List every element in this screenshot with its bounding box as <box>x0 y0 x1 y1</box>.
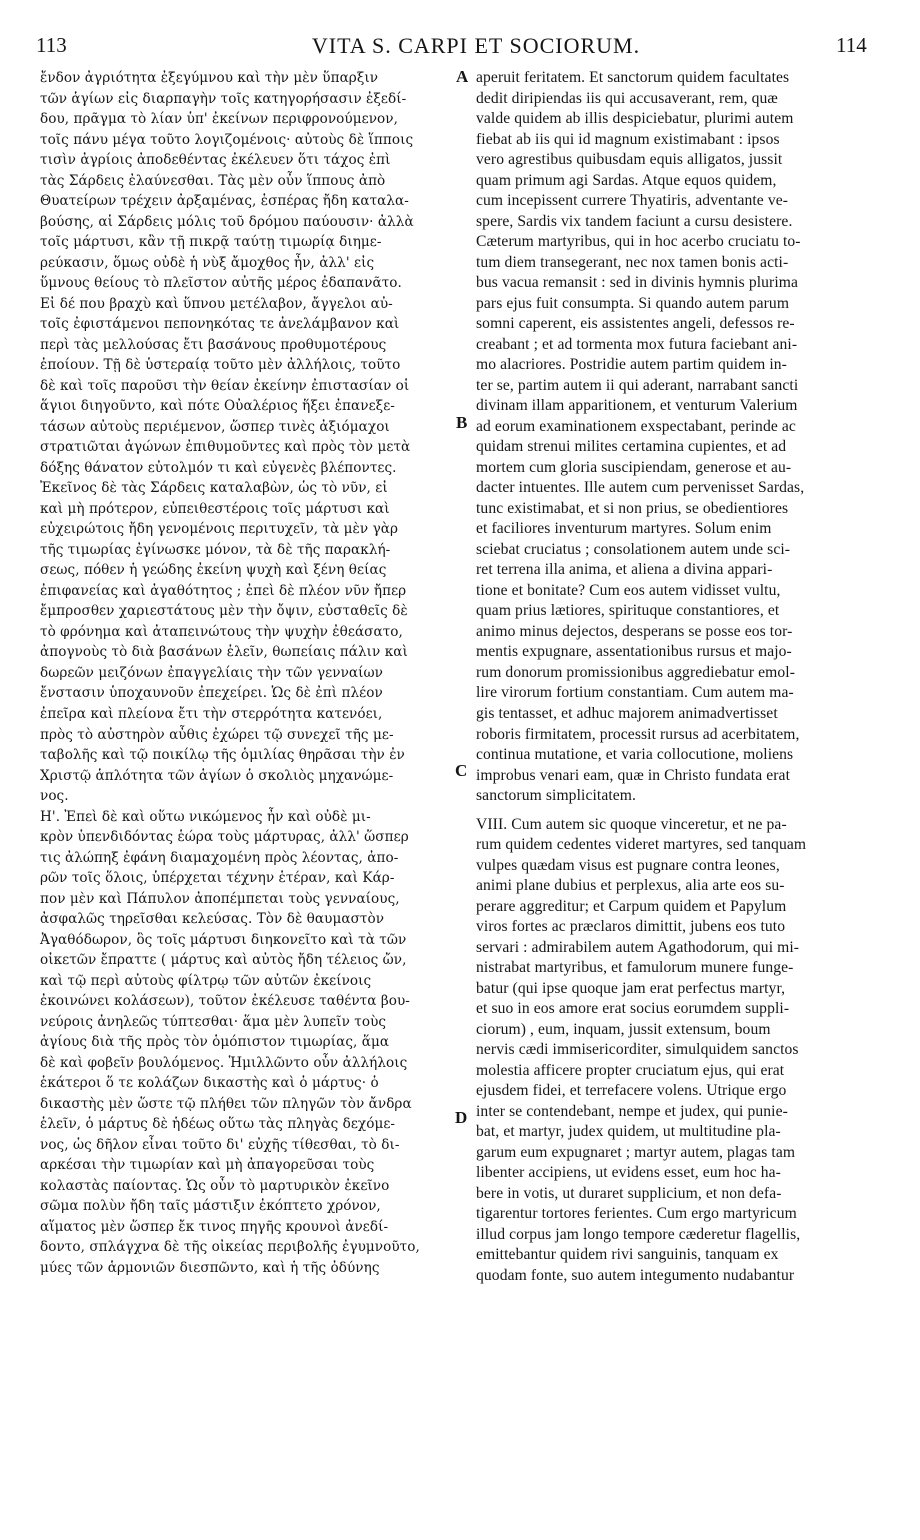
text-line: τάσων αὐτοὺς περιέμενον, ὥσπερ τινὲς ἀξιόμαχοι <box>40 418 390 435</box>
text-line: κολαστὰς παίοντας. Ὡς οὖν τὸ μαρτυρικὸν ἐκεῖνο <box>40 1177 390 1194</box>
text-line: lire virorum fortium constantiam. Cum autem ma- <box>476 684 794 702</box>
text-line: καὶ μὴ πρότερον, εὐπειθεστέροις τοῖς μάρτυσι καὶ <box>40 500 390 517</box>
text-line: Η'. Ἐπεὶ δὲ καὶ οὕτω νικώμενος ἦν καὶ οὐδὲ μι- <box>40 808 371 825</box>
section-marker-a: A <box>456 67 469 86</box>
text-line: dacter intuentes. Ille autem cum pervenisset Sardas, <box>476 479 805 497</box>
text-line: ἀπογνοὺς τὸ διὰ βασάνων ἑλεῖν, θωπείαις πάλιν καὶ <box>40 644 408 661</box>
text-line: tum diem transegerant, nec nox tamen bonis acti- <box>476 253 789 271</box>
text-line: et faciliores inventurum martyres. Solum enim <box>476 520 772 538</box>
text-line: τισὶν ἀγρίοις ἀποδεθέντας ἐκέλευεν ὅτι τάχος ἐπὶ <box>40 152 391 169</box>
text-line: κρὸν ὑπενδιδόντας ἑώρα τοὺς μάρτυρας, ἀλλ' ὥσπερ <box>40 829 409 846</box>
text-line: dedit diripiendas iis qui accusaverant, rem, quæ <box>476 89 778 107</box>
text-line: inter se contendebant, nempe et judex, qui punie- <box>476 1102 788 1120</box>
greek-text-column <box>40 68 420 1278</box>
text-line: ter se, partim autem ii qui aderant, narrabant sancti <box>476 376 799 394</box>
text-line: τῆς τιμωρίας ἐγίνωσκε μόνον, τὰ δὲ τῆς παρακλή- <box>40 541 391 558</box>
text-line: aperuit feritatem. Et sanctorum quidem facultates <box>476 69 790 86</box>
text-line: mortem cum gloria suscipiendam, generose et au- <box>476 458 792 476</box>
text-line: quodam fonte, suo autem integumento nudabantur <box>476 1266 795 1284</box>
text-line: ἐπεῖρα καὶ πλείονα ἔτι τὴν στερρότητα κατενόει, <box>40 705 383 722</box>
text-line: τοῖς μάρτυσι, κἂν τῇ πικρᾷ ταύτῃ τιμωρίᾳ διημε- <box>40 234 382 251</box>
text-line: τις ἀλώπηξ ἐφάνη διαμαχομένη πρὸς λέοντας, ἀπο- <box>40 849 399 866</box>
text-line: somni caperent, eis assistentes angeli, defessos re- <box>476 315 795 333</box>
text-line: illud corpus jam longo tempore cæderetur flagellis, <box>476 1225 801 1243</box>
text-line: nistrabat martyribus, et famulorum munere funge- <box>476 959 794 977</box>
text-line: Ἀγαθόδωρον, ὃς τοῖς μάρτυσι διηκονεῖτο καὶ τὰ τῶν <box>40 931 407 948</box>
text-line: ἐποίουν. Τῇ δὲ ὑστεραίᾳ τοῦτο μὲν ἀλλήλοις, τοῦτο <box>40 357 401 374</box>
text-line: Θυατείρων τρέχειν ἀρξαμένας, ἑσπέρας ἤδη καταλα- <box>40 193 409 210</box>
text-line: et suo in eos amore erat socius eorumdem suppli- <box>476 1000 790 1018</box>
section-marker-d: D <box>455 1108 468 1127</box>
text-line: quam prius lætiores, spirituque constantiores, et <box>476 602 780 620</box>
text-line: νος, ὡς δῆλον εἶναι τοῦτο δι' εὐχῆς τίθεσθαι, τὸ δι- <box>40 1136 400 1153</box>
text-line: sanctorum simplicitatem. <box>476 787 637 805</box>
text-line: sciebat cruciatus ; consolationem autem unde sci- <box>476 540 791 558</box>
text-line: valde quidem ab illis despiciebatur, plurimi autem <box>476 110 794 128</box>
text-line: αἵματος μὲν ὥσπερ ἔκ τινος πηγῆς κρουνοὶ ἀνεδί- <box>40 1218 389 1235</box>
text-line: αρκέσαι τὴν τιμωρίαν καὶ μὴ ἀπαγορεῦσαι τοὺς <box>40 1157 375 1174</box>
text-line: δὲ καὶ τοῖς παροῦσι τὴν θείαν ἐκείνην ἐπιστασίαν οἱ <box>40 377 410 394</box>
text-line: ὕμνους θείους τὸ πλεῖστον αὐτῆς μέρος ἐδαπανᾶτο. <box>40 275 402 292</box>
text-line: pars ejus fuit consumpta. Si quando autem parum <box>476 294 790 312</box>
text-line: σῶμα πολὺν ἤδη ταῖς μάστιξιν ἐκόπτετο χρόνον, <box>40 1198 381 1215</box>
text-line: ret terrena illa anima, et aliena a divina appari- <box>476 561 773 579</box>
paragraph-gap <box>476 807 806 815</box>
text-line: πον μὲν καὶ Πάπυλον ἀποπέμπεται τοὺς γενναίους, <box>40 890 400 907</box>
text-line: ἅγιοι διηγοῦντο, καὶ πότε Οὐαλέριος ἥξει ἐπανεξε- <box>40 398 395 415</box>
text-line: batur (qui ipse quoque jam erat perfectus martyr, <box>476 979 786 997</box>
text-line: gis tentasset, et adhuc majorem animadvertisset <box>476 704 778 722</box>
text-line: animi plane dubius et perplexus, alia arte eos su- <box>476 877 785 895</box>
text-line: bat, et martyr, judex quidem, ut multitudine pla- <box>476 1123 781 1141</box>
text-line: ad eorum examinationem exspectabant, perinde ac <box>476 417 796 435</box>
text-line: Ἐκεῖνος δὲ τὰς Σάρδεις καταλαβὼν, ὡς τὸ νῦν, εἰ <box>40 480 388 497</box>
text-line: tigarentur tortores ferientes. Cum ergo martyricum <box>476 1205 797 1223</box>
text-line: ταβολῆς καὶ τῷ ποικίλῳ τῆς ὁμιλίας θηρᾶσαι τὴν ἐν <box>40 747 405 764</box>
text-line: quidam strenui milites certamina cupientes, et ad <box>476 438 787 456</box>
text-line: perare aggreditur; et Carpum quidem et Papylum <box>476 897 787 915</box>
text-line: nervis cædi immisericorditer, simulquidem sanctos <box>476 1041 799 1059</box>
text-line: rum quidem cedentes videret martyres, sed tanquam <box>476 836 807 854</box>
text-line: περὶ τὰς μελλούσας ἔτι βασάνους προθυμοτέρους <box>40 336 387 353</box>
text-line: ἑκάτεροι ὅ τε κολάζων δικαστὴς καὶ ὁ μάρτυς· ὁ <box>40 1075 379 1092</box>
text-line: σεως, πόθεν ἡ γεώδης ἐκείνη ψυχὴ καὶ ξένη θείας <box>40 562 387 579</box>
text-line: divinam illam apparitionem, et venturum Valerium <box>476 397 798 415</box>
text-line: continua mutatione, et varia collocutione, moliens <box>476 746 794 764</box>
text-line: δόξης θάνατον εὐτολμόν τι καὶ εὐγενὲς βλέποντες. <box>40 459 397 476</box>
text-line: animo minus dejectos, desperans se posse eos tor- <box>476 622 793 640</box>
text-line: δικαστὴς μὲν ὥστε τῷ πλήθει τῶν πληγῶν τὸν ἄνδρα <box>40 1095 412 1112</box>
text-line: mentis expugnare, assentationibus rursus et majo- <box>476 643 792 661</box>
text-line: tunc existimabat, et si non prius, se obedientiores <box>476 499 789 517</box>
text-line: roboris firmitatem, processit rursus ad acerbitatem, <box>476 725 800 743</box>
text-line: τῶν ἁγίων εἰς διαρπαγὴν τοῖς κατηγορήσασιν ἐξεδί- <box>40 90 407 107</box>
text-line: Χριστῷ ἁπλότητα τῶν ἁγίων ὁ σκολιὸς μηχανώμε- <box>40 767 394 784</box>
text-line: vero agrestibus quibusdam equis alligatos, jussit <box>476 151 783 169</box>
text-line: δωρεῶν μειζόνων ἐπαγγελίαις τὴν τῶν γενναίων <box>40 664 383 681</box>
text-line: ἀσφαλῶς τηρεῖσθαι κελεύσας. Τὸν δὲ θαυμαστὸν <box>40 911 385 928</box>
text-line: ἔνδον ἀγριότητα ἐξεγύμνου καὶ τὴν μὲν ὕπαρξιν <box>40 70 379 86</box>
text-line: τὸ φρόνημα καὶ ἀταπεινώτους τὴν ψυχὴν ἐθεάσατο, <box>40 623 403 640</box>
text-line: ἁγίους διὰ τῆς πρὸς τὸν ὁμόπιστον τιμωρίας, ἅμα <box>40 1034 390 1051</box>
text-line: libenter accipiens, ut evidens esset, eum hoc ha- <box>476 1164 781 1182</box>
text-line: viros fortes ac præclaros dimittit, jubens eos tuto <box>476 918 786 936</box>
text-line: ἑλεῖν, ὁ μάρτυς δὲ ἡδέως οὕτω τὰς πληγὰς δεχόμε- <box>40 1116 396 1133</box>
text-line: εὐχειρώτοις ἤδη γενομένοις περιτυχεῖν, τὰ μὲν γὰρ <box>40 521 399 538</box>
page-number-left: 113 <box>36 33 67 57</box>
text-line: mo alacriores. Postridie autem partim quidem in- <box>476 356 787 374</box>
text-line: νεύροις ἀνηλεῶς τύπτεσθαι· ἅμα μὲν λυπεῖν τοὺς <box>40 1013 387 1030</box>
text-line: garum eum expugnaret ; martyr autem, plagas tam <box>476 1143 796 1161</box>
text-line: ἔμπροσθεν χαριεστάτους μὲν τὴν ὄψιν, εὐσταθεῖς δὲ <box>40 603 408 620</box>
text-line: bere in votis, ut duraret supplicium, et non defa- <box>476 1184 782 1202</box>
text-line: ρῶν τοῖς ὅλοις, ὑπέρχεται τέχνην ἑτέραν, καὶ Κάρ- <box>40 870 395 887</box>
text-line: fiebat ab iis qui id magnum existimabant : ipsos <box>476 130 780 148</box>
text-line: rum donorum promissionibus aggrediebatur emol- <box>476 663 796 681</box>
text-line: VIII. Cum autem sic quoque vinceretur, et ne pa- <box>476 815 787 833</box>
text-line: creabant ; et ad tormenta mox futura faciebant ani- <box>476 335 798 353</box>
text-line: δου, πρᾶγμα τὸ λίαν ὑπ' ἐκείνων περιφρονούμενον, <box>40 111 398 128</box>
text-line: Cæterum martyribus, qui in hoc acerbo cruciatu to- <box>476 233 801 251</box>
text-line: τοῖς ἐφιστάμενοι πεπονηκότας τε ἀνελάμβανον καὶ <box>40 316 400 333</box>
text-line: ciorum) , eum, inquam, jussit extensum, boum <box>476 1020 771 1038</box>
text-line: cum incepissent currere Thyatiris, adventante ve- <box>476 192 789 210</box>
text-line: μύες τῶν ἁρμονιῶν διεσπῶντο, καὶ ἡ τῆς ὀδύνης <box>40 1259 380 1276</box>
text-line: ἐκοινώνει κολάσεων), τοῦτον ἐκέλευσε ταθέντα βου- <box>40 993 410 1010</box>
text-line: spere, Sardis vix tandem faciunt a cursu desistere. <box>476 212 793 230</box>
section-marker-b: B <box>456 413 468 432</box>
text-line: servari : admirabilem autem Agathodorum, qui mi- <box>476 938 800 956</box>
text-line: βούσης, αἱ Σάρδεις μόλις τοῦ δρόμου παύουσιν· ἀλλὰ <box>40 213 414 230</box>
text-line: ἐπιφανείας καὶ ἀγαθότητος ; ἐπεὶ δὲ πλέον νῦν ἤπερ <box>40 582 407 599</box>
text-line: δοντο, σπλάγχνα δὲ τῆς οἰκείας περιβολῆς ἐγυμνοῦτο, <box>40 1239 420 1256</box>
latin-text-column <box>476 68 806 1286</box>
text-line: τοῖς πάνυ μέγα τοῦτο λογιζομένοις· αὐτοὺς δὲ ἵπποις <box>40 131 414 148</box>
text-line: οἰκετῶν ἔπραττε ( μάρτυς καὶ αὐτὸς ἤδη τέλειος ὤν, <box>40 952 407 969</box>
text-line: πρὸς τὸ αὐστηρὸν αὖθις ἐχώρει τῷ συνεχεῖ τῆς με- <box>40 726 394 743</box>
text-line: καὶ τῷ περὶ αὐτοὺς φίλτρῳ τῶν αὐτῶν ἐκείνοις <box>40 972 372 989</box>
text-line: improbus venari eam, quæ in Christo fundata erat <box>476 766 791 784</box>
text-line: bus vacua remansit : sed in divinis hymnis plurima <box>476 274 799 292</box>
section-marker-c: C <box>455 761 468 780</box>
text-line: στρατιῶται ἀγώνων ἐπιθυμοῦντες καὶ πρὸς τὸν μετὰ <box>40 439 411 456</box>
text-line: emittebantur quidem rivi sanguinis, tanquam ex <box>476 1246 779 1264</box>
text-line: quam primum agi Sardas. Atque equos quidem, <box>476 171 777 189</box>
text-line: ρεύκασιν, ὅμως οὐδὲ ἡ νὺξ ἄμοχθος ἦν, ἀλλ' εἰς <box>40 254 375 271</box>
page-number-right: 114 <box>836 33 867 57</box>
text-line: ἔνστασιν ὑποχαυνοῦν ἐπεχείρει. Ὡς δὲ ἐπὶ πλέον <box>40 685 383 702</box>
text-line: ejusdem fidei, et terrefacere volens. Utrique ergo <box>476 1082 787 1100</box>
text-line: Εἰ δέ που βραχὺ καὶ ὕπνου μετέλαβον, ἄγγελοι αὐ- <box>40 295 393 312</box>
text-line: τὰς Σάρδεις ἐλαύνεσθαι. Τὰς μὲν οὖν ἵππους ἀπὸ <box>40 172 386 189</box>
text-line: molestia afficere propter cruciatum ejus, qui erat <box>476 1061 785 1079</box>
text-line: δὲ καὶ φοβεῖν βουλόμενος. Ἡμιλλῶντο οὖν ἀλλήλοις <box>40 1054 408 1071</box>
text-line: νος. <box>40 788 69 805</box>
text-line: vulpes quædam visus est pugnare contra leones, <box>476 856 780 874</box>
text-line: tione et bonitate? Cum eos autem vidisset vultu, <box>476 581 781 599</box>
running-title: VITA S. CARPI ET SOCIORUM. <box>311 33 641 58</box>
